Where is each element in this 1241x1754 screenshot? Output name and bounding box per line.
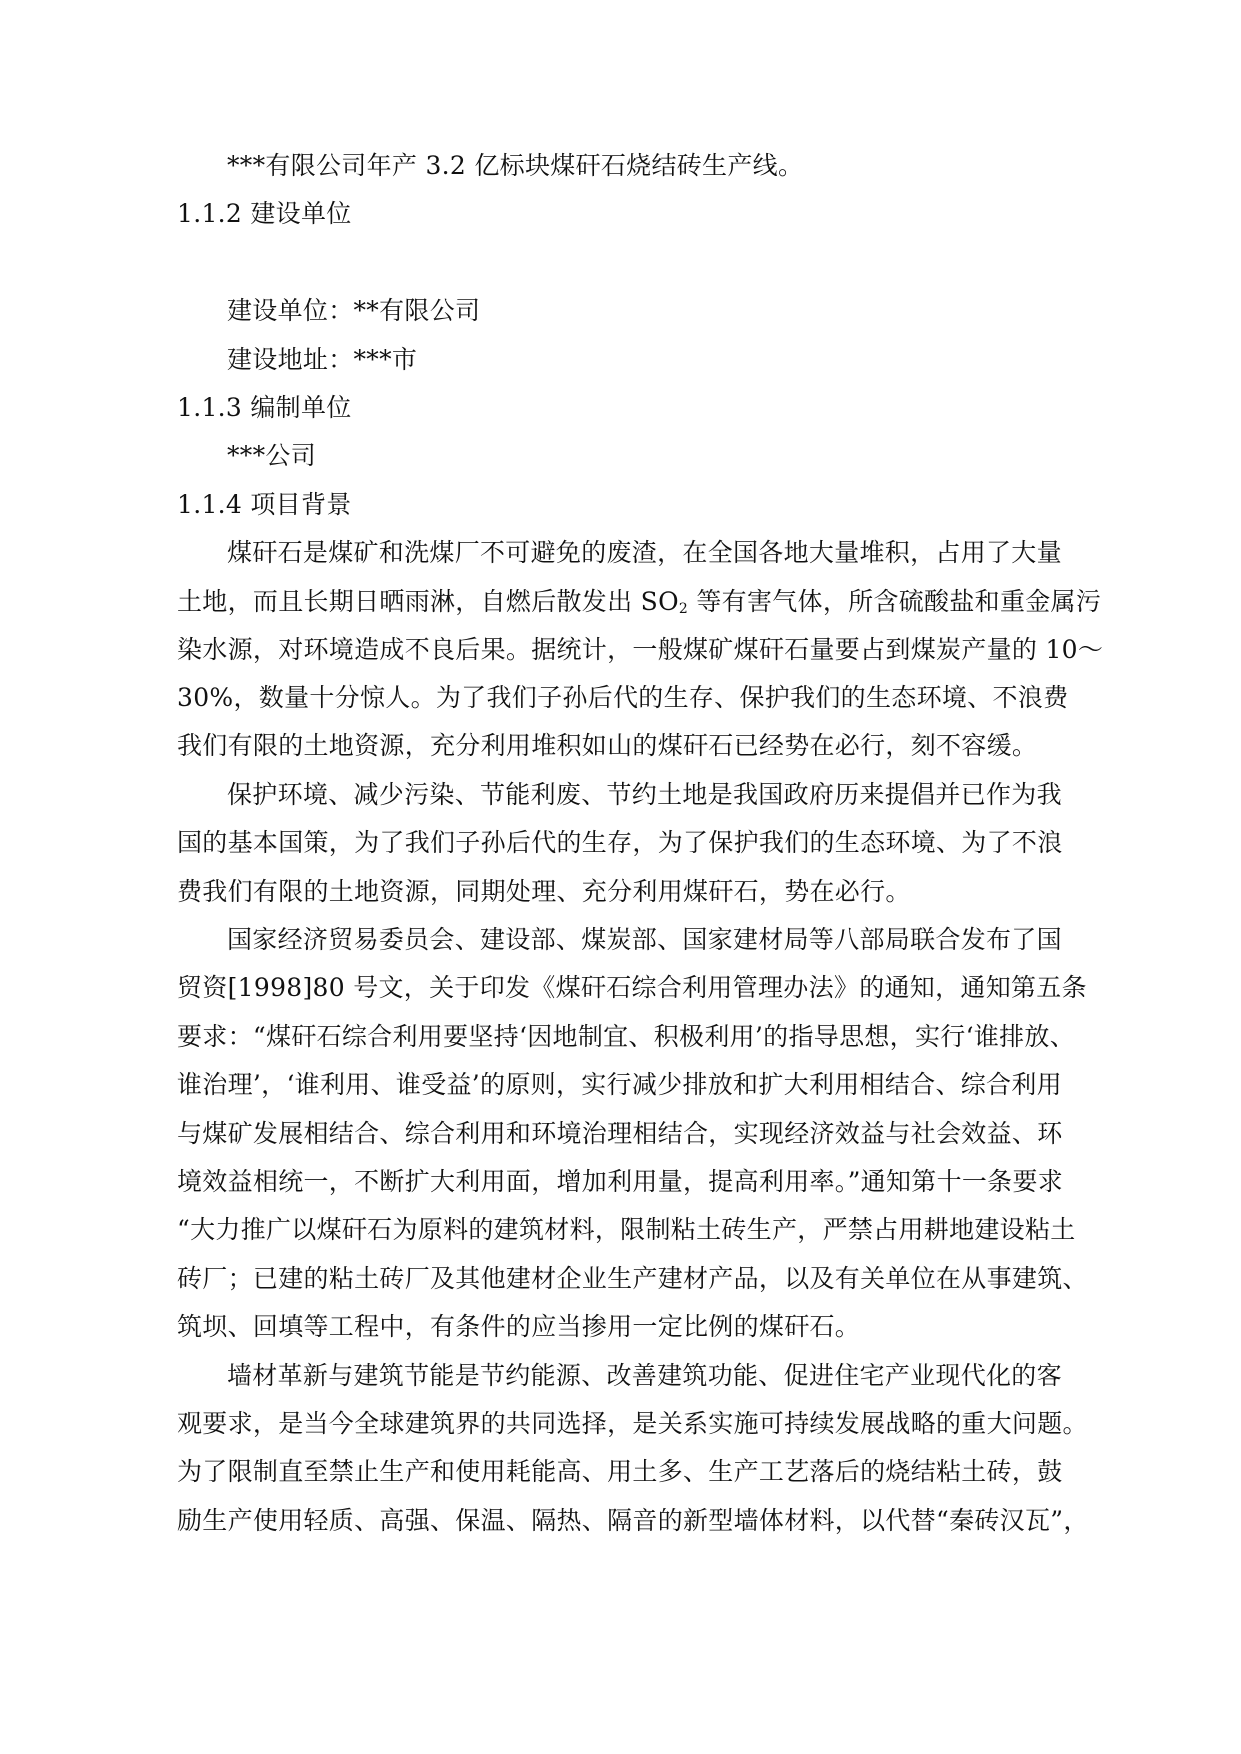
paragraph-4-line: 观要求，是当今全球建筑界的共同选择，是关系实施可持续发展战略的重大问题。 xyxy=(177,1409,1088,1438)
project-name-line: ***有限公司年产 3.2 亿标块煤矸石烧结砖生产线。 xyxy=(227,151,804,180)
paragraph-1-line: 染水源，对环境造成不良后果。据统计，一般煤矿煤矸石量要占到煤炭产量的 10～ xyxy=(177,635,1104,664)
paragraph-4-line: 励生产使用轻质、高强、保温、隔热、隔音的新型墙体材料，以代替“秦砖汉瓦”， xyxy=(177,1506,1089,1535)
paragraph-3-line: “大力推广以煤矸石为原料的建筑材料，限制粘土砖生产，严禁占用耕地建设粘土 xyxy=(177,1215,1076,1244)
paragraph-3-line: 砖厂；已建的粘土砖厂及其他建材企业生产建材产品，以及有关单位在从事建筑、 xyxy=(177,1264,1088,1293)
section-heading-1-1-3: 1.1.3 编制单位 xyxy=(177,393,352,422)
paragraph-1-line: 30%，数量十分惊人。为了我们子孙后代的生存、保护我们的生态环境、不浪费 xyxy=(177,683,1069,712)
paragraph-3-line: 国家经济贸易委员会、建设部、煤炭部、国家建材局等八部局联合发布了国 xyxy=(227,925,1062,954)
paragraph-4-line: 墙材革新与建筑节能是节约能源、改善建筑功能、促进住宅产业现代化的客 xyxy=(227,1361,1062,1390)
paragraph-3-line: 筑坝、回填等工程中，有条件的应当掺用一定比例的煤矸石。 xyxy=(177,1312,861,1341)
paragraph-3-line: 与煤矿发展相结合、综合利用和环境治理相结合，实现经济效益与社会效益、环 xyxy=(177,1119,1063,1148)
paragraph-2-line: 国的基本国策，为了我们子孙后代的生存，为了保护我们的生态环境、为了不浪 xyxy=(177,828,1063,857)
section-heading-1-1-4: 1.1.4 项目背景 xyxy=(177,490,352,519)
construction-unit-line: 建设单位：**有限公司 xyxy=(227,296,481,325)
paragraph-1-line: 煤矸石是煤矿和洗煤厂不可避免的废渣，在全国各地大量堆积，占用了大量 xyxy=(227,538,1062,567)
section-heading-1-1-2: 1.1.2 建设单位 xyxy=(177,199,352,228)
paragraph-4-line: 为了限制直至禁止生产和使用耗能高、用土多、生产工艺落后的烧结粘土砖，鼓 xyxy=(177,1457,1063,1486)
paragraph-1-line: 我们有限的土地资源，充分利用堆积如山的煤矸石已经势在必行，刻不容缓。 xyxy=(177,731,1038,760)
paragraph-2-line: 保护环境、减少污染、节能利废、节约土地是我国政府历来提倡并已作为我 xyxy=(227,780,1062,809)
paragraph-2-line: 费我们有限的土地资源，同期处理、充分利用煤矸石，势在必行。 xyxy=(177,877,911,906)
paragraph-3-line: 谁治理’，‘谁利用、谁受益’的原则，实行减少排放和扩大利用相结合、综合利用 xyxy=(177,1070,1062,1099)
compiling-unit-line: ***公司 xyxy=(227,441,317,470)
subscript-2: 2 xyxy=(678,601,689,617)
paragraph-3-line: 境效益相统一，不断扩大利用面，增加利用量，提高利用率。”通知第十一条要求 xyxy=(177,1167,1064,1196)
construction-address-line: 建设地址：***市 xyxy=(227,345,418,374)
paragraph-1-line: 土地，而且长期日晒雨淋，自燃后散发出 $SO_2$ 等有害气体，所含硫酸盐和重金属污 xyxy=(177,587,1102,617)
paragraph-3-line: 贸资[1998]80 号文，关于印发《煤矸石综合利用管理办法》的通知，通知第五条 xyxy=(177,973,1087,1002)
paragraph-3-line: 要求：“煤矸石综合利用要坚持‘因地制宜、积极利用’的指导思想，实行‘谁排放、 xyxy=(177,1022,1076,1051)
